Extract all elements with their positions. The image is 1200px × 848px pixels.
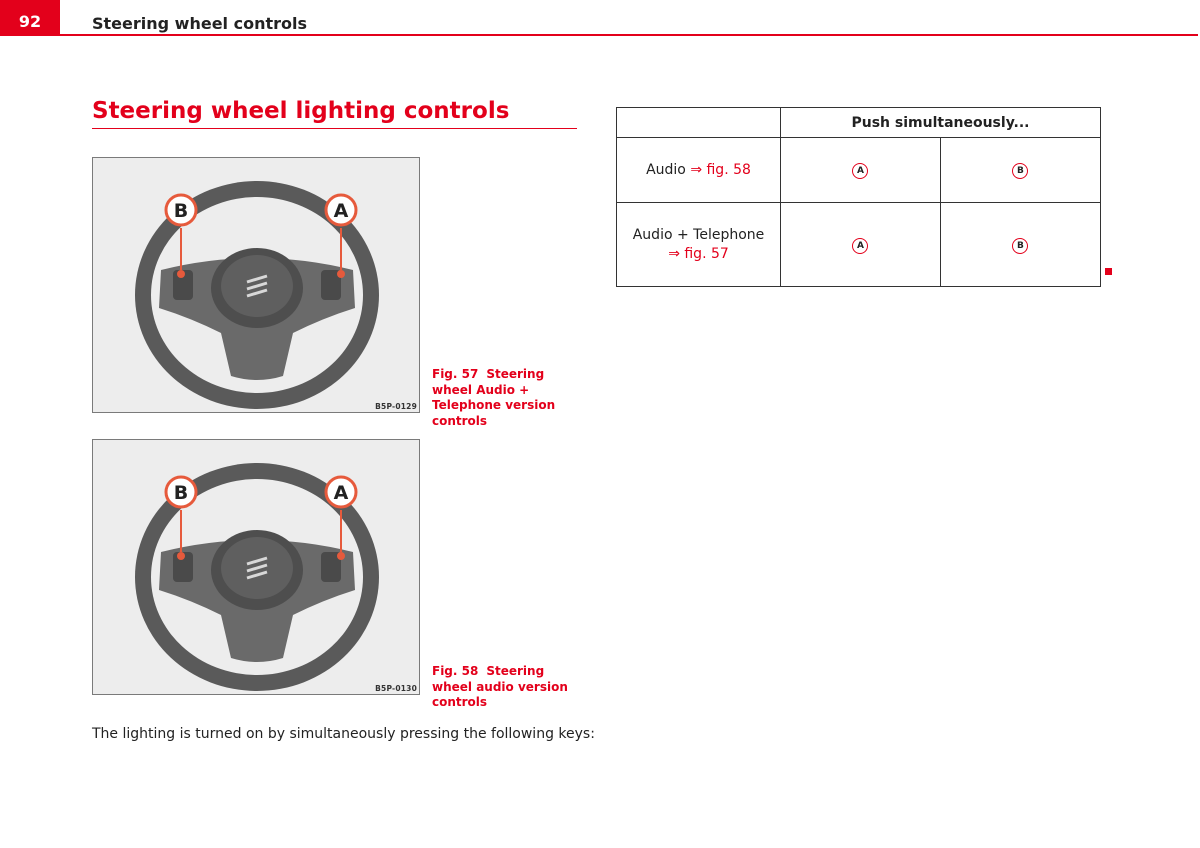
figure-57-caption (432, 367, 582, 429)
table-cell-key (940, 203, 1100, 287)
body-paragraph: The lighting is turned on by simultaneously pressing the following keys: (92, 726, 595, 742)
table-row (617, 138, 1101, 203)
key-table (616, 107, 1101, 287)
figure-label: Fig. 58 (432, 664, 479, 678)
figure-57-image (92, 157, 420, 413)
version-name: Audio (646, 161, 686, 178)
steering-wheel-illustration (93, 158, 419, 412)
table-cell-version (617, 138, 781, 203)
figure-58-caption (432, 664, 582, 711)
table-header: Push simultaneously... (781, 108, 1101, 138)
callout-b: B (173, 200, 189, 222)
table-header-row (617, 108, 1101, 138)
key-badge: A (852, 238, 868, 254)
figure-code: B5P-0130 (375, 684, 417, 693)
figure-58-image (92, 439, 420, 695)
table-header-empty (617, 108, 781, 138)
figure-reference: ⇒ fig. 57 (668, 245, 729, 262)
section-title: Steering wheel lighting controls (92, 98, 510, 124)
steering-wheel-illustration (93, 440, 419, 694)
page-number: 92 (0, 0, 60, 36)
section-end-marker (1105, 268, 1112, 275)
key-badge: B (1012, 238, 1028, 254)
table-cell-key (781, 203, 941, 287)
header-rule (60, 34, 1198, 36)
table-cell-key (781, 138, 941, 203)
callout-b: B (173, 482, 189, 504)
figure-code: B5P-0129 (375, 402, 417, 411)
key-badge: A (852, 163, 868, 179)
table-row (617, 203, 1101, 287)
chapter-title: Steering wheel controls (92, 14, 307, 33)
section-rule (92, 128, 577, 129)
callout-a: A (333, 200, 349, 222)
figure-label: Fig. 57 (432, 367, 479, 381)
callout-a: A (333, 482, 349, 504)
figure-caption-text: Steering wheel audio version controls (432, 664, 568, 709)
table-cell-version (617, 203, 781, 287)
key-badge: B (1012, 163, 1028, 179)
figure-reference: ⇒ fig. 58 (690, 161, 751, 178)
version-name: Audio + Telephone (632, 226, 765, 243)
figure-caption-text: Steering wheel Audio + Telephone version controls (432, 367, 556, 428)
table-cell-key (940, 138, 1100, 203)
